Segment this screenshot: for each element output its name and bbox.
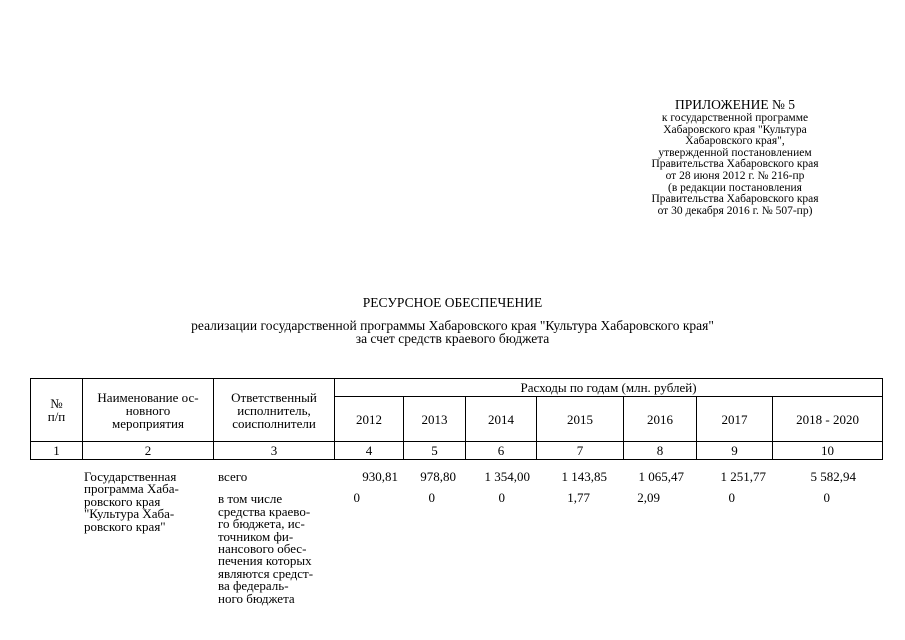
- value-total-2015: 1 143,85: [561, 469, 607, 484]
- appendix-block: [600, 96, 870, 217]
- column-number-cell: 1: [31, 442, 83, 460]
- year-cell: 2018 - 2020: [773, 397, 883, 442]
- value-federal-2012: 0: [353, 490, 360, 505]
- appendix-line: Правительства Хабаровского края: [651, 193, 819, 206]
- column-number-cell: 10: [773, 442, 883, 460]
- header-cell-no: [31, 379, 83, 442]
- document-heading: [100, 294, 805, 345]
- header-text: Наименование ос-: [97, 389, 199, 405]
- funding-labels: [218, 471, 333, 605]
- program-name-line: ровского края": [84, 518, 166, 534]
- row-label-line: ва федераль-: [218, 578, 289, 594]
- document-subtitle-2: за счет средств краевого бюджета: [355, 331, 550, 346]
- appendix-line: Правительства Хабаровского края: [651, 158, 819, 171]
- value-total-2013: 978,80: [420, 469, 456, 484]
- column-number-cell: 3: [214, 442, 335, 460]
- column-number-cell: 8: [624, 442, 697, 460]
- year-cell: 2013: [404, 397, 466, 442]
- year-cell: 2012: [335, 397, 404, 442]
- row-label-line: средства краево-: [218, 503, 311, 519]
- header-cell-name: [83, 379, 214, 442]
- header-cell-expenses: Расходы по годам (млн. рублей): [335, 379, 883, 397]
- column-number-cell: 5: [404, 442, 466, 460]
- value-total-2012: 930,81: [362, 469, 398, 484]
- row-label-line: нансового обес-: [218, 541, 307, 557]
- value-total-2018-2020: 5 582,94: [810, 469, 856, 484]
- column-number-cell: 4: [335, 442, 404, 460]
- row-label-total: всего: [218, 469, 248, 484]
- value-federal-2014: 0: [498, 490, 505, 505]
- document-title: РЕСУРСНОЕ ОБЕСПЕЧЕНИЕ: [362, 295, 543, 310]
- column-numbers-row: [31, 442, 883, 460]
- appendix-line: Хабаровского края",: [685, 135, 785, 148]
- resource-table: [30, 378, 883, 460]
- header-cell-responsible: [214, 379, 335, 442]
- header-text: мероприятия: [111, 415, 184, 431]
- document-subtitle: реализации государственной программы Хабаровского края "Культура Хабаровского края": [191, 318, 714, 333]
- column-number-cell: 9: [697, 442, 773, 460]
- appendix-line: от 28 июня 2012 г. № 216-пр: [665, 169, 805, 182]
- program-name-line: Государственная: [84, 469, 177, 484]
- appendix-line: (в редакции постановления: [668, 181, 802, 194]
- appendix-line: от 30 декабря 2016 г. № 507-пр): [657, 204, 813, 217]
- header-text: исполнитель,: [237, 402, 311, 418]
- appendix-line: к государственной программе: [661, 112, 809, 124]
- year-cell: 2015: [537, 397, 624, 442]
- row-label-line: в том числе: [218, 491, 283, 507]
- program-name-line: программа Хаба-: [84, 481, 179, 497]
- value-total-2016: 1 065,47: [638, 469, 684, 484]
- year-cell: 2017: [697, 397, 773, 442]
- header-text: соисполнители: [232, 415, 316, 431]
- value-federal-2015: 1,77: [567, 490, 590, 505]
- row-label-line: ного бюджета: [218, 590, 295, 606]
- year-cell: 2014: [466, 397, 537, 442]
- header-text: п/п: [47, 409, 66, 424]
- header-text: №: [50, 396, 63, 411]
- year-cell: 2016: [624, 397, 697, 442]
- appendix-line: Хабаровского края "Культура: [663, 123, 807, 136]
- value-federal-2016: 2,09: [637, 490, 660, 505]
- appendix-title: ПРИЛОЖЕНИЕ № 5: [674, 97, 796, 112]
- column-number-cell: 2: [83, 442, 214, 460]
- program-name-line: "Культура Хаба-: [84, 506, 175, 522]
- program-name: [84, 471, 214, 533]
- value-federal-2013: 0: [428, 490, 435, 505]
- header-row: [31, 379, 883, 397]
- column-number-cell: 7: [537, 442, 624, 460]
- row-label-line: точником фи-: [218, 528, 294, 544]
- value-total-2014: 1 354,00: [484, 469, 530, 484]
- header-text: Ответственный: [231, 389, 317, 405]
- row-label-line: го бюджета, ис-: [218, 516, 305, 532]
- row-label-line: печения которых: [218, 553, 312, 569]
- value-total-2017: 1 251,77: [720, 469, 766, 484]
- column-number-cell: 6: [466, 442, 537, 460]
- appendix-line: утвержденной постановлением: [658, 146, 812, 159]
- program-name-line: ровского края: [84, 493, 161, 509]
- row-label-line: являются средст-: [218, 565, 314, 581]
- value-federal-2018-2020: 0: [823, 490, 830, 505]
- value-federal-2017: 0: [728, 490, 735, 505]
- header-text: новного: [125, 402, 171, 418]
